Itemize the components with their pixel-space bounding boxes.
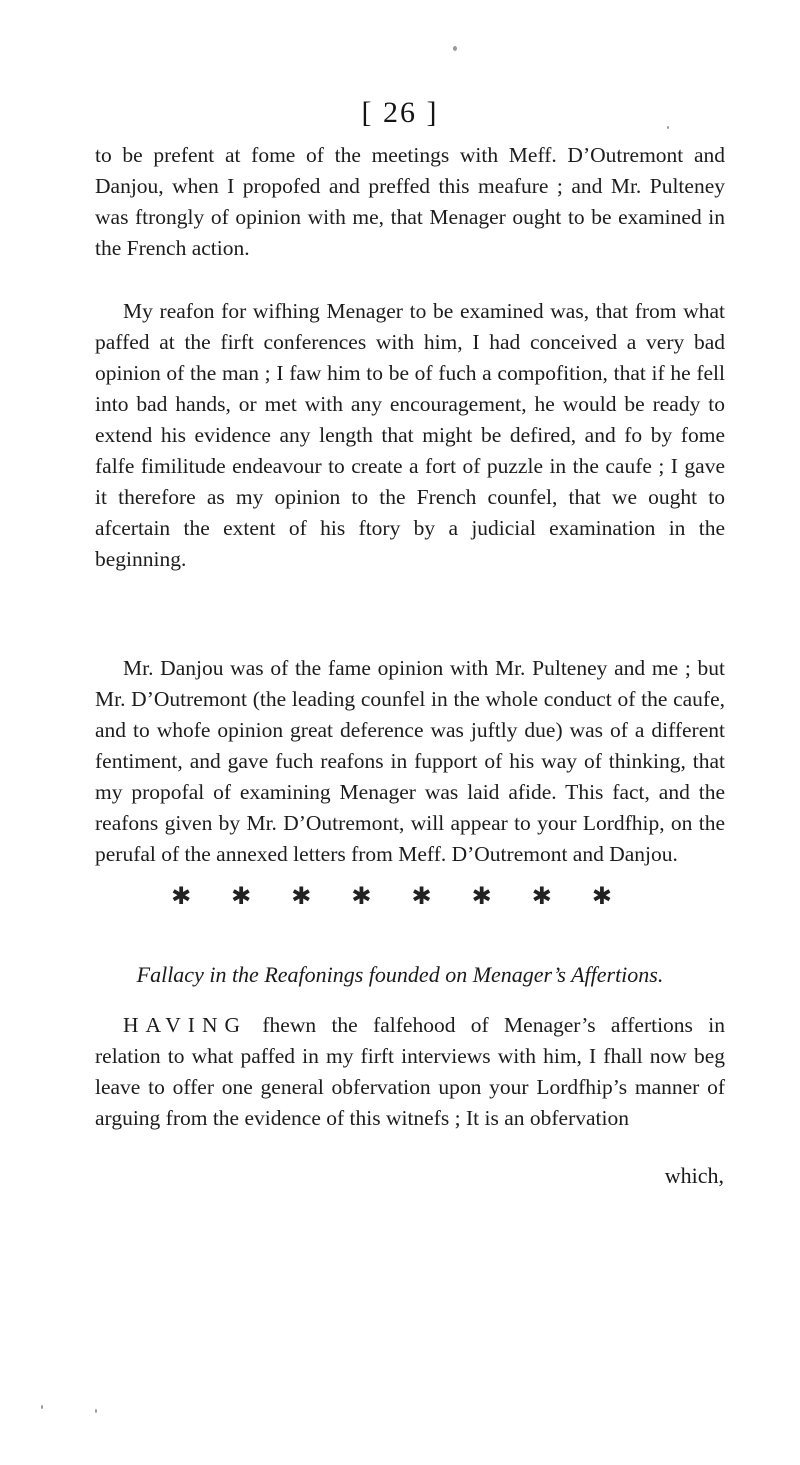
paper-speck xyxy=(41,1405,43,1409)
paragraph-text: My reafon for wifhing Menager to be examined was, that from what paffed at the firft conferences with him, I had conceived a very bad opinion of the man ; I faw him to be of fuch a compofition, that if he fell into bad hands, or met with any encouragement, he would be ready to extend his evidence any length that might be defired, and fo by fome falfe fimilitude endeavour to create a fort of puzzle in the caufe ; I gave it therefore as my opinion to the French counfel, that we ought to afcertain the extent of his ftory by a judicial examination in the beginning. xyxy=(95,299,725,571)
paragraph-body: fhewn the falfehood of Menager’s affertions in relation to what paffed in my firft interviews with him, I fhall now beg leave to offer one general obfervation upon your Lordfhip’s manner of arguing from the evidence of this witnefs ; It is an obfervation xyxy=(95,1013,725,1130)
opening-word: HAVING xyxy=(123,1013,248,1037)
paragraph-danjou-opinion xyxy=(95,653,725,870)
catchword: which, xyxy=(664,1163,724,1188)
paragraph-text xyxy=(95,1010,725,1134)
asterism-separator: ✱ ✱ ✱ ✱ ✱ ✱ ✱ ✱ xyxy=(171,884,629,910)
paragraph-menager-reason xyxy=(95,296,725,575)
paragraph-continuation xyxy=(95,140,725,264)
paper-speck xyxy=(95,1409,97,1413)
paragraph-text: Mr. Danjou was of the fame opinion with Mr. Pulteney and me ; but Mr. D’Outremont (the leading counfel in the whole conduct of the caufe, and to whofe opinion great deference was juftly due) was of a different fentiment, and gave fuch reafons in fupport of his way of thinking, that my propofal of examining Menager was laid afide. This fact, and the reafons given by Mr. D’Outremont, will appear to your Lordfhip, on the perufal of the annexed letters from Meff. D’Outremont and Danjou. xyxy=(95,656,725,866)
paragraph-text: to be prefent at fome of the meetings with Meff. D’Outremont and Danjou, when I propofed and preffed this meafure ; and Mr. Pulteney was ftrongly of opinion with me, that Menager ought to be examined in the French action. xyxy=(95,143,725,260)
section-heading: Fallacy in the Reafonings founded on Menager’s Affertions. xyxy=(136,962,664,987)
paper-speck xyxy=(453,46,457,51)
paper-speck xyxy=(667,126,669,129)
paragraph-fallacy xyxy=(95,1010,725,1134)
page-number: [ 26 ] xyxy=(361,96,439,129)
